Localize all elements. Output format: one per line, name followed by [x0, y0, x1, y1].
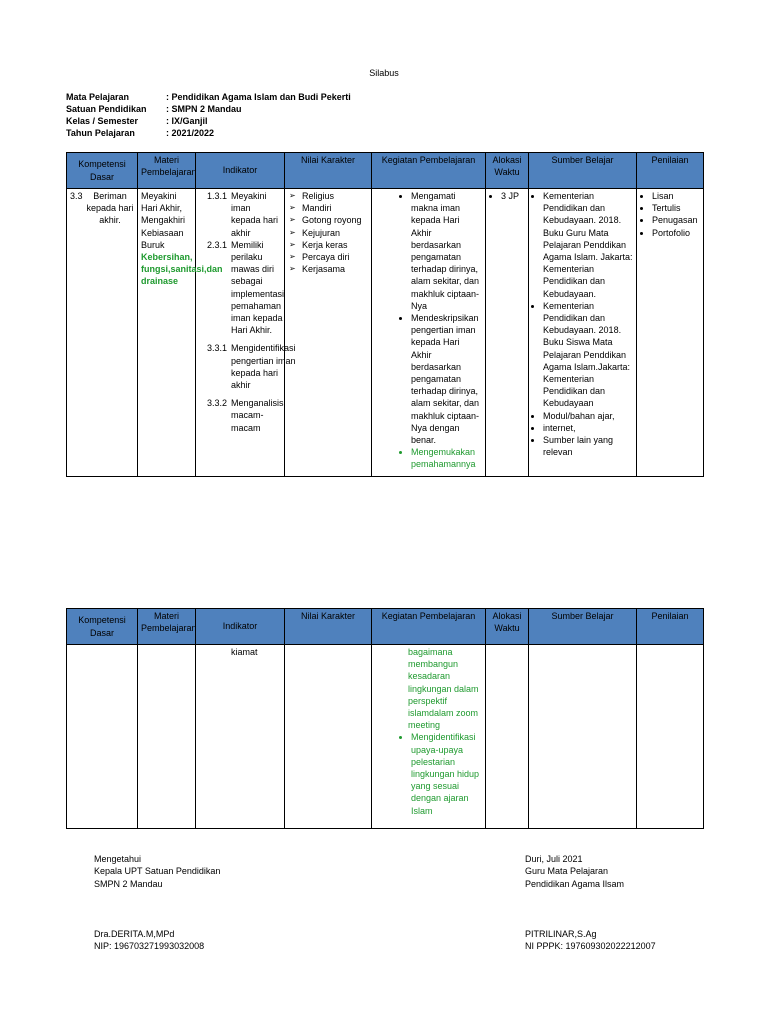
signature-left-name	[94, 928, 204, 953]
header-materi: Materi Pembelajaran	[138, 153, 196, 189]
nilai-list	[288, 190, 368, 275]
kegiatan-list	[375, 731, 482, 816]
nilai-item: ➢ Kerjasama	[288, 263, 368, 275]
indikator-text: Memiliki perilaku mawas diri sebagai implementasi pemahaman iman kepada Hari Akhir.	[231, 239, 285, 336]
indikator-number: 3.3.1	[206, 343, 227, 354]
sig-left-line3: SMPN 2 Mandau	[94, 878, 163, 889]
cell-kompetensi	[67, 645, 138, 829]
cell-indikator	[196, 189, 296, 477]
sig-left-line2: Kepala UPT Satuan Pendidikan	[94, 866, 221, 877]
meta-key: Tahun Pelajaran	[66, 128, 135, 138]
indikator-text: Mengidentifikasi pengertian iman kepada hari akhir	[231, 343, 296, 391]
cell-indikator	[196, 645, 285, 829]
header-kompetensi: Kompetensi Dasar	[67, 153, 138, 189]
sig-right-line3: Pendidikan Agama Ilsam	[525, 878, 625, 889]
table-row	[67, 189, 704, 477]
header-nilai: Nilai Karakter	[285, 153, 372, 189]
sig-right-line2: Guru Mata Pelajaran	[525, 866, 609, 877]
meta-row	[66, 91, 351, 103]
indikator-text: Menganalisis macam-macam	[231, 398, 284, 433]
header-penilaian: Penilaian	[637, 153, 704, 189]
sig-right-nip: NI PPPK: 197609302022212007	[525, 941, 656, 952]
header-nilai: Nilai Karakter	[285, 609, 372, 645]
materi-green-text: Kebersihan, fungsi,sanitasi,dan drainase	[141, 252, 223, 287]
penilaian-item: • Portofolio	[652, 227, 700, 239]
kegiatan-item: • Mengamati makna iman kepada Hari Akhir berdasarkan pengamatan terhadap dirinya, alam sekitar, dan makhluk ciptaan-Nya	[411, 190, 482, 312]
alokasi-list	[489, 190, 525, 202]
cell-alokasi	[486, 189, 529, 477]
cell-nilai	[285, 189, 372, 477]
indikator-number: 3.3.2	[206, 398, 227, 409]
indikator-item	[199, 397, 284, 434]
indikator-item	[199, 190, 281, 239]
sig-left-line1: Mengetahui	[94, 854, 142, 864]
indikator-item	[199, 239, 285, 337]
nilai-item: ➢ Percaya diri	[288, 251, 368, 263]
sig-right-line1: Duri, Juli 2021	[525, 854, 583, 864]
cell-nilai	[285, 645, 372, 829]
sumber-item: • Kementerian Pendidikan dan Kebudayaan. 2018. Buku Siswa Mata Pelajaran Penddikan Agama Islam.Jakarta: Kementerian Pendidikan dan Kebudayaan	[543, 300, 633, 410]
cell-penilaian	[637, 189, 704, 477]
nilai-item: ➢ Religius	[288, 190, 368, 202]
kd-number: 3.3	[70, 191, 83, 201]
cell-alokasi	[486, 645, 529, 829]
sumber-item: • Modul/bahan ajar,	[543, 410, 633, 422]
cell-kompetensi	[67, 189, 138, 477]
kegiatan-item-green: • Mengemukakan pemahamannya	[411, 446, 482, 470]
header-kompetensi: Kompetensi Dasar	[67, 609, 138, 645]
nilai-item: ➢ Kerja keras	[288, 239, 368, 251]
meta-value: : SMPN 2 Mandau	[166, 104, 242, 114]
sumber-item: • Kementerian Pendidikan dan Kebudayaan. 2018. Buku Guru Mata Pelajaran Penddikan Agama Islam. Jakarta: Kementerian Pendidikan dan Kebudayaan.	[543, 190, 633, 300]
header-materi: Materi Pembelajaran	[138, 609, 196, 645]
meta-row	[66, 127, 351, 139]
sumber-list	[532, 190, 633, 458]
meta-value: : 2021/2022	[166, 128, 215, 138]
materi-text: Meyakini Hari Akhir, Mengakhiri Kebiasaan Buruk	[141, 191, 186, 250]
cell-penilaian	[637, 645, 704, 829]
indikator-number: 2.3.1	[206, 239, 227, 250]
indikator-number: 1.3.1	[206, 191, 227, 201]
syllabus-table-1	[66, 152, 704, 477]
sumber-item: • Sumber lain yang relevan	[543, 434, 633, 458]
meta-key: Satuan Pendidikan	[66, 104, 147, 114]
meta-row	[66, 115, 351, 127]
penilaian-item: • Penugasan	[652, 214, 700, 226]
cell-kegiatan	[372, 645, 486, 829]
cell-kegiatan	[372, 189, 486, 477]
nilai-item: ➢ Mandiri	[288, 202, 368, 214]
alokasi-item: • 3 JP	[501, 190, 525, 202]
nilai-item: ➢ Kejujuran	[288, 227, 368, 239]
sig-left-name: Dra.DERITA.M,MPd	[94, 929, 175, 939]
header-sumber: Sumber Belajar	[529, 153, 637, 189]
header-kegiatan: Kegiatan Pembelajaran	[372, 609, 486, 645]
header-alokasi: Alokasi Waktu	[486, 609, 529, 645]
kegiatan-item: • Mendeskripsikan pengertian iman kepada Hari Akhir berdasarkan pengamatan terhadap dirinya, alam sekitar, dan makhluk ciptaan-Nya dengan benar.	[411, 312, 482, 446]
kegiatan-item-green: • Mengidentifikasi upaya-upaya pelestarian lingkungan hidup yang sesuai dengan ajaran Islam	[411, 731, 482, 816]
header-indikator: Indikator	[196, 609, 285, 645]
signature-left	[94, 853, 220, 890]
kegiatan-list	[375, 190, 482, 471]
meta-block	[66, 91, 351, 139]
header-alokasi: Alokasi Waktu	[486, 153, 529, 189]
sig-right-name: PITRILINAR,S.Ag	[525, 929, 597, 939]
cell-sumber	[529, 645, 637, 829]
header-sumber: Sumber Belajar	[529, 609, 637, 645]
meta-value: : IX/Ganjil	[166, 116, 208, 126]
document-title: Silabus	[369, 68, 399, 78]
sig-left-nip: NIP: 196703271993032008	[94, 941, 205, 952]
header-kegiatan: Kegiatan Pembelajaran	[372, 153, 486, 189]
cell-sumber	[529, 189, 637, 477]
kd-text: Beriman kepada hari akhir.	[86, 191, 134, 226]
signature-right	[525, 853, 624, 890]
meta-key: Kelas / Semester	[66, 116, 139, 126]
meta-row	[66, 103, 351, 115]
header-indikator: Indikator	[196, 153, 285, 189]
signature-right-name	[525, 928, 656, 953]
indikator-text: Meyakini iman kepada hari akhir	[231, 191, 279, 238]
indikator-item	[199, 342, 296, 391]
meta-key: Mata Pelajaran	[66, 92, 130, 102]
indikator-text: kiamat	[231, 647, 258, 657]
sumber-item: • internet,	[543, 422, 633, 434]
syllabus-table-2	[66, 608, 704, 829]
kegiatan-green-text: bagaimana membangun kesadaran lingkungan dalam perspektif islamdalam zoom meeting	[408, 647, 479, 731]
header-penilaian: Penilaian	[637, 609, 704, 645]
penilaian-item: • Lisan	[652, 190, 700, 202]
penilaian-list	[640, 190, 700, 239]
cell-materi	[138, 645, 196, 829]
table-row	[67, 645, 704, 829]
meta-value: : Pendidikan Agama Islam dan Budi Pekerti	[166, 92, 351, 102]
penilaian-item: • Tertulis	[652, 202, 700, 214]
nilai-item: ➢ Gotong royong	[288, 214, 368, 226]
